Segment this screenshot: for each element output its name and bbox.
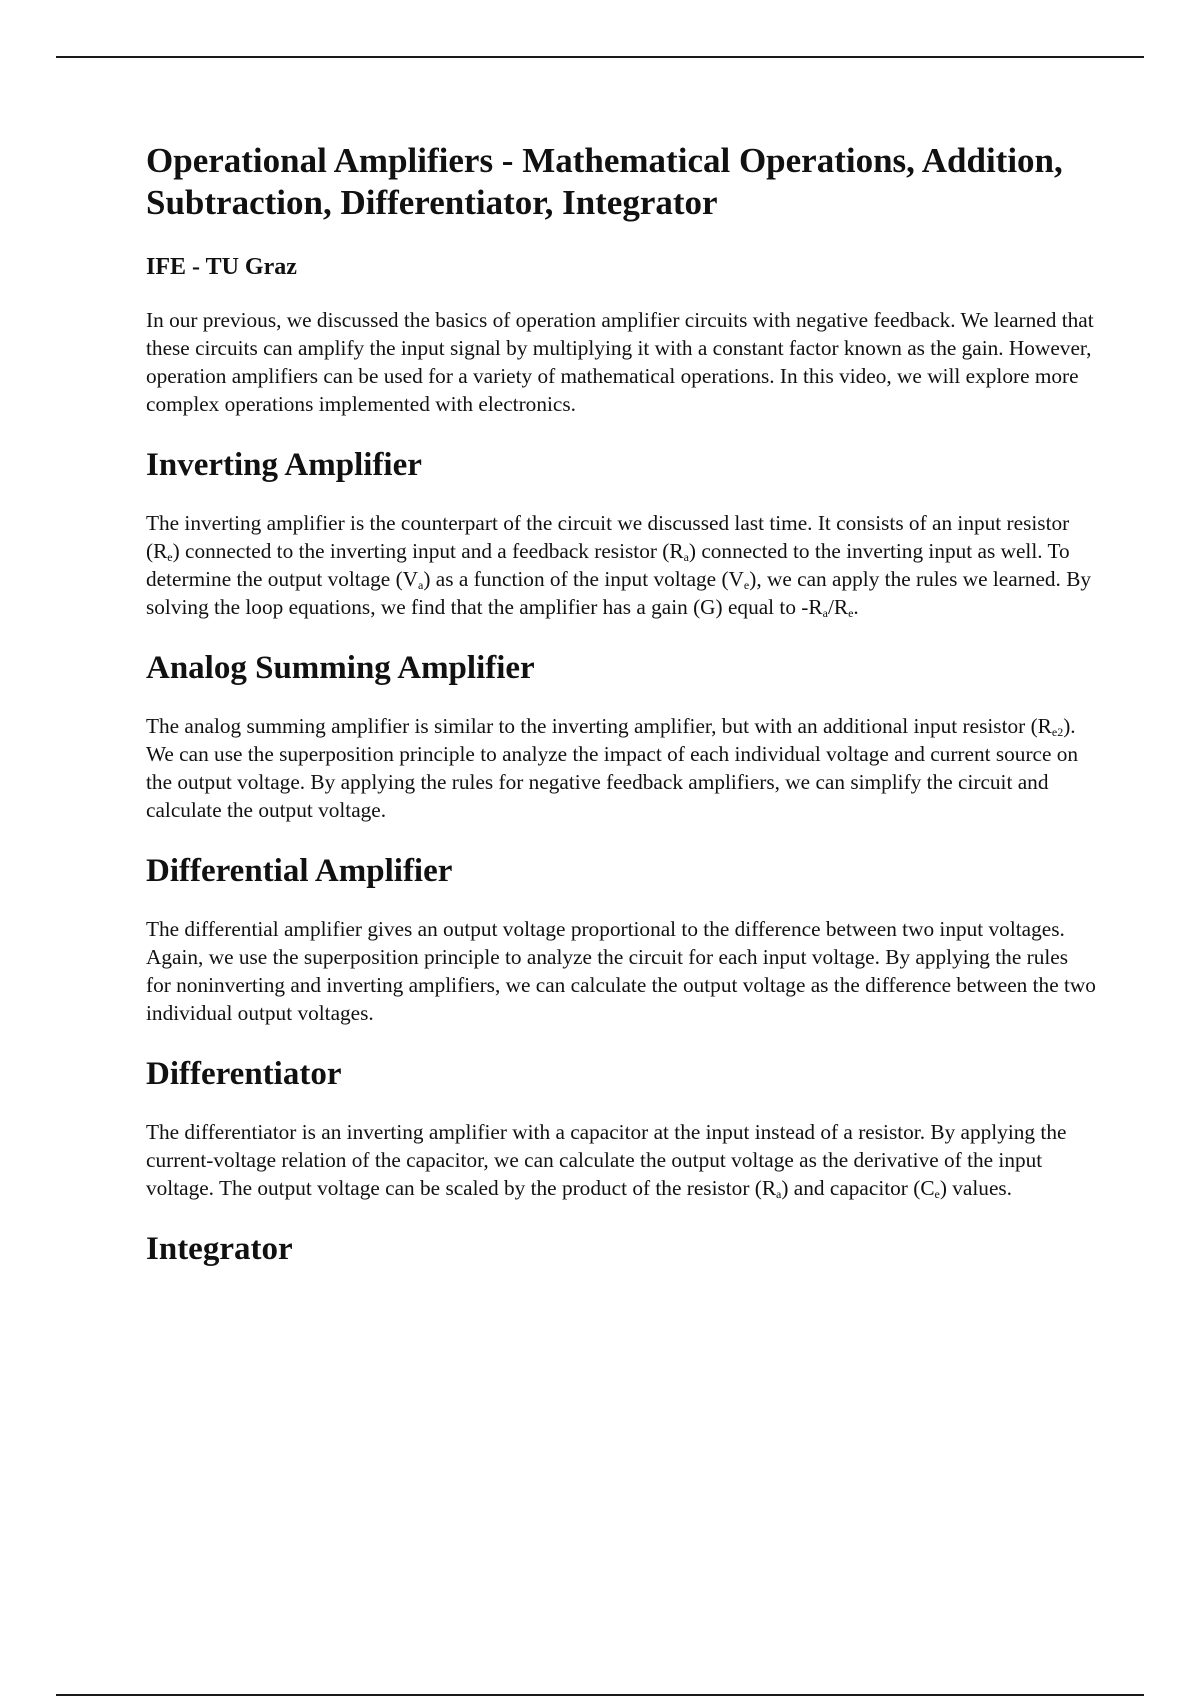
section-differential-amplifier (146, 851, 1096, 1027)
author-organization: IFE - TU Graz (146, 254, 297, 280)
section-heading: Inverting Amplifier (146, 447, 422, 483)
section-heading: Integrator (146, 1231, 293, 1267)
intro-paragraph: In our previous, we discussed the basics of operation amplifier circuits with negative feedback. We learned that these circuits can amplify the input signal by multiplying it with a constant factor known as the gain. However, operation amplifiers can be used for a variety of mathematical operations. In this video, we will explore more complex operations implemented with electronics. (146, 308, 1094, 416)
document-body (146, 140, 1096, 1269)
document-title: Operational Amplifiers - Mathematical Operations, Addition, Subtraction, Differentiator, Integrator (146, 141, 1063, 222)
section-analog-summing-amplifier (146, 648, 1096, 824)
bottom-divider (56, 1694, 1144, 1696)
section-paragraph: The analog summing amplifier is similar to the inverting amplifier, but with an additional input resistor $(R_{e2})$. We can use the superposition principle to analyze the impact of each individual voltage and current source on the output voltage. By applying the rules for negative feedback amplifiers, we can simplify the circuit and calculate the output voltage. (146, 714, 1079, 822)
section-heading: Differential Amplifier (146, 853, 453, 889)
section-differentiator (146, 1054, 1096, 1202)
section-inverting-amplifier (146, 445, 1096, 621)
section-paragraph: The inverting amplifier is the counterpart of the circuit we discussed last time. It consists of an input resistor $(R_e)$ connected to the inverting input and a feedback resistor $(R_a)$ connected to the inverting input as well. To determine the output voltage $(V_a)$ as a function of the input voltage $(V_e)$, we can apply the rules we learned. By solving the loop equations, we find that the amplifier has a gain (G) equal to $-R_a/R_e$. (146, 511, 1092, 620)
section-integrator (146, 1229, 1096, 1269)
top-divider (56, 56, 1144, 58)
section-heading: Analog Summing Amplifier (146, 650, 535, 686)
section-paragraph: The differential amplifier gives an output voltage proportional to the difference between two input voltages. Again, we use the superposition principle to analyze the circuit for each input voltage. By applying the rules for noninverting and inverting amplifiers, we can calculate the output voltage as the difference between the two individual output voltages. (146, 917, 1096, 1025)
section-paragraph: The differentiator is an inverting amplifier with a capacitor at the input instead of a resistor. By applying the current-voltage relation of the capacitor, we can calculate the output voltage as the derivative of the input voltage. The output voltage can be scaled by the product of the resistor $(R_a)$ and capacitor $(C_e)$ values. (146, 1120, 1067, 1201)
section-heading: Differentiator (146, 1056, 342, 1092)
